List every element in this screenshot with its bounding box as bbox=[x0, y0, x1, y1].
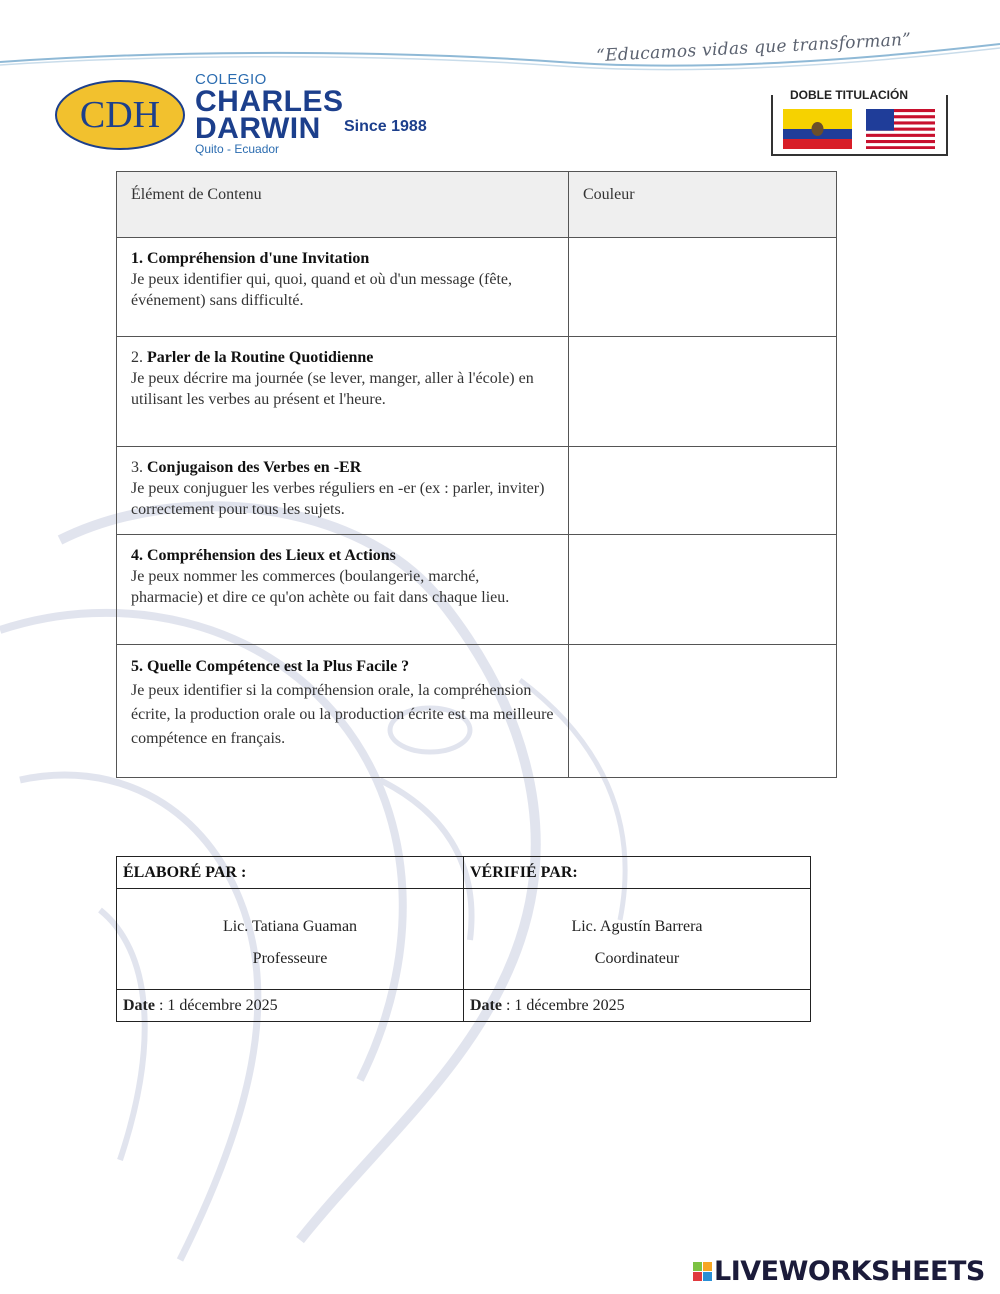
content-table bbox=[116, 171, 837, 778]
content-table-header bbox=[117, 172, 837, 238]
signature-table bbox=[116, 856, 811, 1022]
verified-date-value: : 1 décembre 2025 bbox=[501, 996, 625, 1014]
verified-by-role: Coordinateur bbox=[594, 950, 680, 967]
row-number: 1. bbox=[131, 250, 143, 267]
double-degree-title: DOBLE TITULACIÓN bbox=[786, 88, 912, 102]
table-row bbox=[117, 645, 837, 778]
color-cell[interactable] bbox=[569, 447, 837, 535]
prepared-date-value: : 1 décembre 2025 bbox=[154, 996, 278, 1014]
liveworksheets-wordmark: LIVEWORKSHEETS bbox=[714, 1256, 985, 1287]
signature-header-row bbox=[117, 857, 811, 889]
row-title: Parler de la Routine Quotidienne bbox=[147, 349, 374, 366]
row-description: Je peux décrire ma journée (se lever, manger, aller à l'école) en utilisant les verbes au présent et l'heure. bbox=[131, 370, 534, 408]
table-row bbox=[117, 535, 837, 645]
row-number: 2. bbox=[131, 349, 143, 366]
signature-names-row bbox=[117, 889, 811, 990]
table-row bbox=[117, 447, 837, 535]
row-title: Compréhension des Lieux et Actions bbox=[147, 547, 396, 564]
content-cell bbox=[117, 238, 569, 337]
row-description: Je peux identifier si la compréhension orale, la compréhension écrite, la production orale ou la production écrite est ma meilleure compétence en français. bbox=[131, 682, 554, 747]
prepared-date bbox=[117, 990, 464, 1022]
school-logo-emblem bbox=[54, 79, 186, 151]
table-row bbox=[117, 337, 837, 447]
color-cell[interactable] bbox=[569, 337, 837, 447]
verified-date bbox=[464, 990, 811, 1022]
usa-flag-icon bbox=[866, 109, 935, 149]
prepared-by-name: Lic. Tatiana Guaman bbox=[222, 918, 358, 935]
logo-colegio: COLEGIO bbox=[195, 71, 267, 88]
prepared-by-label: ÉLABORÉ PAR : bbox=[117, 857, 464, 889]
row-title: Compréhension d'une Invitation bbox=[147, 250, 370, 267]
logo-since: Since 1988 bbox=[344, 118, 427, 135]
color-cell[interactable] bbox=[569, 238, 837, 337]
school-logo-text bbox=[195, 72, 344, 156]
ecuador-flag-icon bbox=[783, 109, 852, 149]
logo-city: Quito - Ecuador bbox=[195, 142, 280, 156]
verified-by-label: VÉRIFIÉ PAR: bbox=[464, 857, 811, 889]
content-cell bbox=[117, 447, 569, 535]
color-cell[interactable] bbox=[569, 535, 837, 645]
content-cell bbox=[117, 645, 569, 778]
verified-by-name: Lic. Agustín Barrera bbox=[571, 918, 703, 935]
header-element: Élément de Contenu bbox=[117, 172, 569, 238]
row-description: Je peux identifier qui, quoi, quand et où d'un message (fête, événement) sans difficulté. bbox=[131, 271, 512, 309]
table-row bbox=[117, 238, 837, 337]
row-title: Quelle Compétence est la Plus Facile ? bbox=[147, 658, 410, 675]
logo-charles: CHARLES bbox=[195, 85, 344, 118]
signature-date-row bbox=[117, 990, 811, 1022]
liveworksheets-logo-icon bbox=[693, 1262, 712, 1281]
date-label: Date bbox=[123, 996, 155, 1014]
school-motto: “Educamos vidas que transforman” bbox=[595, 29, 912, 67]
prepared-by-role: Professeure bbox=[252, 950, 328, 967]
logo-monogram: CDH bbox=[79, 94, 161, 136]
content-cell bbox=[117, 535, 569, 645]
liveworksheets-brand bbox=[693, 1256, 985, 1287]
logo-darwin: DARWIN bbox=[195, 112, 321, 145]
row-description: Je peux conjuguer les verbes réguliers en -er (ex : parler, inviter) correctement pour tous les sujets. bbox=[131, 480, 545, 518]
row-number: 4. bbox=[131, 547, 143, 564]
prepared-by-cell bbox=[117, 889, 464, 990]
date-label: Date bbox=[470, 996, 502, 1014]
row-number: 5. bbox=[131, 658, 143, 675]
content-cell bbox=[117, 337, 569, 447]
row-number: 3. bbox=[131, 459, 143, 476]
row-title: Conjugaison des Verbes en -ER bbox=[147, 459, 362, 476]
verified-by-cell bbox=[464, 889, 811, 990]
row-description: Je peux nommer les commerces (boulangerie, marché, pharmacie) et dire ce qu'on achète ou fait dans chaque lieu. bbox=[131, 568, 510, 606]
color-cell[interactable] bbox=[569, 645, 837, 778]
header-color: Couleur bbox=[569, 172, 837, 238]
